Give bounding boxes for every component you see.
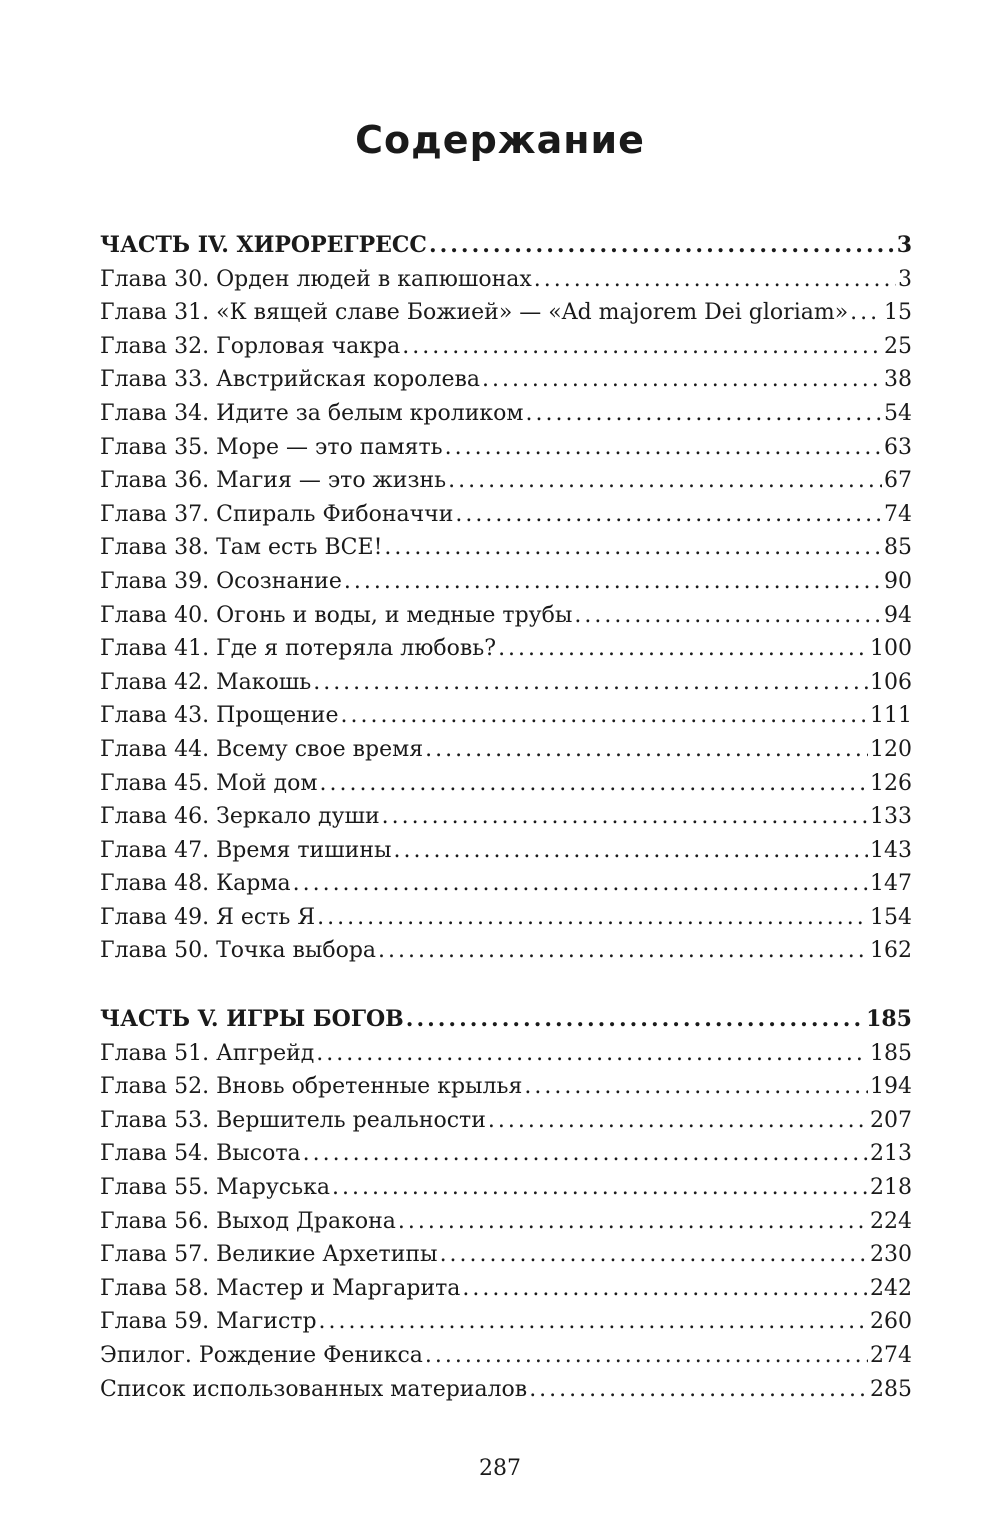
toc-entry-title: Глава 42. Макошь [100,669,312,695]
toc-entry-page: 106 [870,669,912,695]
toc-entry-title: Глава 47. Время тишины [100,837,392,863]
dot-leader [382,800,868,834]
toc-entry-title: Глава 55. Маруська [100,1174,330,1200]
page-number: 287 [479,1456,521,1481]
toc-entry-title: Глава 41. Где я потеряла любовь? [100,636,497,662]
toc-entry [100,1171,912,1205]
toc-entry [100,531,912,565]
toc-entry-page: 285 [870,1376,912,1402]
toc-entry-title: Глава 46. Зеркало души [100,804,380,830]
toc-entry-title: Список использованных материалов [100,1376,528,1402]
dot-leader [425,733,868,767]
toc-entry-title: Глава 45. Мой дом [100,770,318,796]
dot-leader [340,699,868,733]
toc-entry [100,733,912,767]
toc-entry-title: Глава 53. Вершитель реальности [100,1107,486,1133]
toc-entry-page: 143 [870,837,912,863]
toc-entry-title: Глава 32. Горловая чакра [100,333,401,359]
dot-leader [303,1137,868,1171]
toc-entry-title: Глава 51. Апгрейд [100,1040,315,1066]
dot-leader [534,263,896,297]
toc-part-iv [100,229,912,968]
toc-entry-page: 224 [870,1208,912,1234]
toc-entry-title: Глава 31. «К вящей славе Божией» — «Ad majorem Dei gloriam» [100,300,849,326]
dot-leader [440,1238,868,1272]
toc-entry [100,867,912,901]
dot-leader [313,666,868,700]
toc-entry [100,263,912,297]
toc-entry-page: 67 [884,468,912,494]
toc-entry-page: 162 [870,938,912,964]
toc-entry-title: Глава 59. Магистр [100,1309,317,1335]
dot-leader [378,934,868,968]
toc-entry-page: 63 [884,434,912,460]
dot-leader [384,531,882,565]
toc-entry-page: 133 [870,804,912,830]
toc-entry-title: Глава 52. Вновь обретенные крылья [100,1074,523,1100]
toc-entry-page: 38 [884,367,912,393]
toc-entry-page: 100 [870,636,912,662]
dot-leader [429,229,895,263]
dot-leader [293,867,868,901]
toc-entry [100,834,912,868]
toc-entry-title: Эпилог. Рождение Феникса [100,1342,423,1368]
toc-entry [100,1137,912,1171]
dot-leader [319,1305,868,1339]
page-title: Содержание [355,118,645,162]
toc-entry-page: 194 [870,1074,912,1100]
toc-entry [100,296,912,330]
toc-entry-title: Глава 33. Австрийская королева [100,367,480,393]
toc-entry-page: 85 [884,535,912,561]
toc-entry-title: Глава 58. Мастер и Маргарита [100,1275,461,1301]
dot-leader [317,901,868,935]
dot-leader [850,296,882,330]
dot-leader [344,565,882,599]
toc-entry [100,330,912,364]
toc-entry-title: Глава 36. Магия — это жизнь [100,468,447,494]
toc-entry-page: 15 [884,300,912,326]
toc-entry-title: Глава 30. Орден людей в капюшонах [100,266,532,292]
toc-entry [100,1272,912,1306]
toc-entry [100,1339,912,1373]
toc-entry-title: Глава 40. Огонь и воды, и медные трубы [100,602,573,628]
toc-entry-page: 213 [870,1141,912,1167]
toc-entry-page: 154 [870,904,912,930]
toc-entry [100,1305,912,1339]
dot-leader [398,1205,868,1239]
toc-entry [100,1037,912,1071]
toc-entry-page: 120 [870,736,912,762]
dot-leader [462,1272,868,1306]
toc-entry-title: Глава 44. Всему свое время [100,736,424,762]
dot-leader [488,1104,868,1138]
dot-leader [448,464,882,498]
toc-entry [100,800,912,834]
dot-leader [574,599,882,633]
toc-entry-title: Глава 48. Карма [100,871,291,897]
dot-leader [526,397,883,431]
toc-entry-page: 242 [870,1275,912,1301]
toc-entry-title: Глава 56. Выход Дракона [100,1208,396,1234]
toc-entry [100,464,912,498]
toc-entry [100,431,912,465]
toc-entry-page: 218 [870,1174,912,1200]
toc-entry [100,1104,912,1138]
toc-entry [100,1238,912,1272]
part-heading-title: ЧАСТЬ IV. ХИРОРЕГРЕСС [100,232,427,258]
toc-entry-title: Глава 43. Прощение [100,703,339,729]
toc-entry-page: 3 [898,266,912,292]
toc-entry-page: 274 [870,1342,912,1368]
toc-entry [100,397,912,431]
toc-entry-title: Глава 49. Я есть Я [100,904,316,930]
toc-entry [100,934,912,968]
toc-entry-page: 94 [884,602,912,628]
toc-entry [100,1373,912,1407]
dot-leader [402,330,882,364]
part-heading-title: ЧАСТЬ V. ИГРЫ БОГОВ [100,1006,404,1032]
toc-entry-title: Глава 54. Высота [100,1141,301,1167]
part-heading-page: 3 [896,232,912,258]
dot-leader [316,1037,868,1071]
toc-entry [100,901,912,935]
toc-entry-page: 74 [884,501,912,527]
toc-entry [100,1205,912,1239]
toc-entry-page: 185 [870,1040,912,1066]
dot-leader [425,1339,868,1373]
dot-leader [406,1003,864,1037]
dot-leader [332,1171,868,1205]
dot-leader [482,363,882,397]
toc-entry-title: Глава 39. Осознание [100,568,342,594]
toc-entry-title: Глава 35. Море — это память [100,434,443,460]
toc-entry-page: 126 [870,770,912,796]
toc-entry [100,1070,912,1104]
dot-leader [455,498,882,532]
toc-entry-title: Глава 50. Точка выбора [100,938,377,964]
toc-entry [100,767,912,801]
part-heading [100,1003,912,1037]
dot-leader [394,834,868,868]
toc-entry-title: Глава 37. Спираль Фибоначчи [100,501,454,527]
part-heading [100,229,912,263]
toc-entry [100,599,912,633]
toc-entry [100,699,912,733]
toc-entry-page: 54 [884,400,912,426]
toc-entry [100,498,912,532]
dot-leader [319,767,868,801]
dot-leader [524,1070,868,1104]
toc-entry-page: 111 [870,703,912,729]
toc-entry [100,666,912,700]
toc-entry-title: Глава 34. Идите за белым кроликом [100,400,524,426]
toc-entry-page: 25 [884,333,912,359]
dot-leader [445,431,882,465]
toc-entry-page: 147 [870,871,912,897]
toc-entry-page: 260 [870,1309,912,1335]
toc-entry-title: Глава 38. Там есть ВСЕ! [100,535,383,561]
toc-entry [100,632,912,666]
part-heading-page: 185 [866,1006,912,1032]
toc-entry-page: 207 [870,1107,912,1133]
dot-leader [529,1373,868,1407]
toc-entry-page: 230 [870,1242,912,1268]
dot-leader [498,632,868,666]
toc-entry-page: 90 [884,568,912,594]
toc-entry [100,565,912,599]
toc-part-v [100,1003,912,1406]
toc-entry [100,363,912,397]
toc-entry-title: Глава 57. Великие Архетипы [100,1242,438,1268]
